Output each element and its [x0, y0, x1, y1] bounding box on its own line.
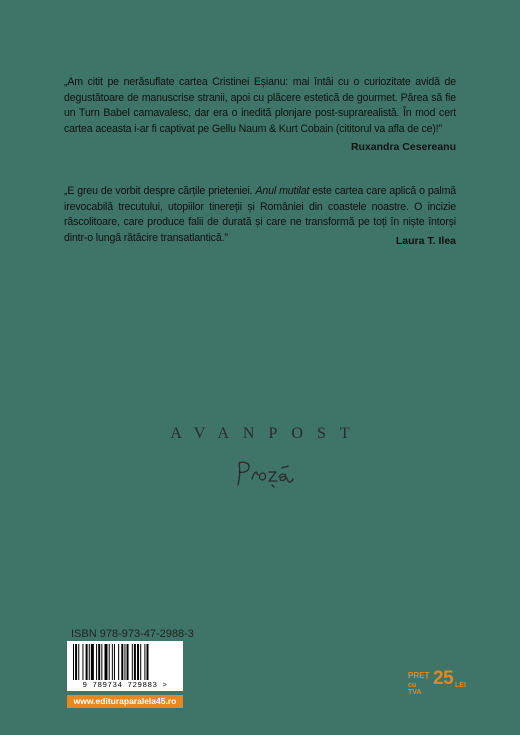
price-value: 25 [433, 668, 454, 689]
quote-author: Ruxandra Cesereanu [350, 141, 456, 153]
book-title: Anul mutilat [255, 185, 310, 197]
series-title: AVANPOST [170, 425, 364, 442]
price-currency: LEI [455, 682, 466, 689]
isbn: ISBN 978-973-47-2988-3 [71, 628, 194, 640]
quote-text-end: este cartea care aplică o palmă irevocabilă trecutului, utopiilor tinereții și României din coastele noastre. O incizie răscolitoare, care produce falii de durată și care ne transformă pe toți în niște întorși dintr-o lungă rătăcire transatlantică.” [64, 185, 456, 244]
quote-ruxandra-cesereanu [64, 75, 456, 137]
proza-handwritten-logo [230, 455, 300, 493]
quote-author: Laura T. Ilea [395, 235, 456, 247]
publisher-website: www.edituraparalela45.ro [67, 695, 183, 708]
price-label: PREȚ [408, 671, 430, 680]
price-tva: cu TVA [408, 682, 422, 696]
quote-text: „Am citit pe nerăsuflate cartea Cristinei Eșianu: mai întâi cu o curiozitate avidă de degustătoare de manuscrise stranii, apoi cu plăcere estetică de gourmet. Părea să fie un Turn Babel carnavalesc, dar era o inedită plonjare post-suprarealistă. În mod cert cartea aceasta i-ar fi captivat pe Gellu Naum & Kurt Cobain (cititorul va afla de ce)!” [64, 76, 456, 135]
barcode [67, 641, 183, 691]
quote-text-start: „E greu de vorbit despre cărțile prieteniei. [64, 185, 256, 197]
barcode-digits: 9 789734 729883 > [82, 682, 168, 690]
